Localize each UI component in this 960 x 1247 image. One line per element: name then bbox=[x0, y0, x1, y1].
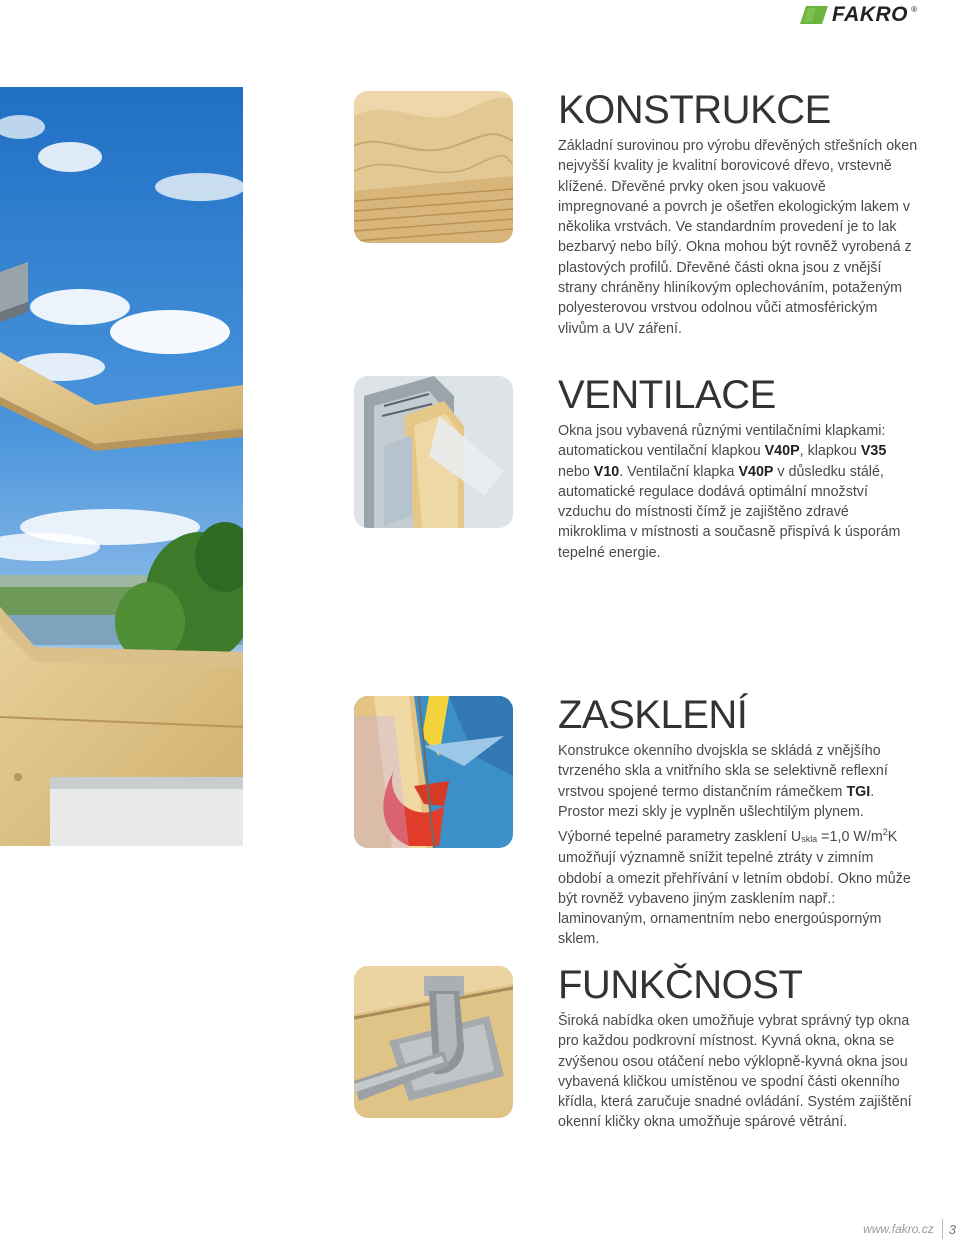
section-ventilace bbox=[558, 375, 918, 563]
section-paragraph: Široká nabídka oken umožňuje vybrat správný typ okna pro každou podkrovní místnost. Kyvná okna, okna se zvýšenou osou otáčení nebo výklopně-kyvná okna jsou vybavená kličkou umístěnou ve spodní části okenního křídla, která zaručuje snadné ovládání. Systém zajištění okenní kličky okna umožňuje spárové větrání. bbox=[558, 1013, 912, 1131]
page-number: 3 bbox=[948, 1221, 956, 1237]
section-paragraph: Základní surovinou pro výrobu dřevěných střešních oken nejvyšší kvality je kvalitní borovicové dřevo, vrstevně klížené. Dřevěné prvky oken jsou vakuově impregnované a povrch je ošetřen ekologickým lakem v několika vrstvách. Ve standardním provedení je to lak bezbarvý nebo bílý. Okna mohou být rovněž vyrobená z plastových profilů. Dřevěné části okna jsou z vnější strany chráněny hliníkovým oplechováním, potaženým polyesterovou vrstvou odolnou vůči atmosférickým vlivům a UV záření. bbox=[558, 138, 918, 337]
logo-text: FAKRO bbox=[832, 3, 908, 26]
product-code: TGI bbox=[846, 783, 871, 800]
laminated-wood-image bbox=[354, 91, 513, 243]
footer-divider bbox=[942, 1219, 943, 1239]
section-funkcnost bbox=[558, 965, 918, 1133]
superscript-text: 2 bbox=[882, 827, 888, 838]
registered-mark: ® bbox=[911, 5, 917, 14]
logo-mark-icon bbox=[800, 6, 828, 24]
section-title: FUNKČNOST bbox=[558, 963, 803, 1007]
hero-roof-window-photo bbox=[0, 87, 243, 846]
product-code: V40P bbox=[738, 463, 774, 480]
fakro-logo bbox=[800, 3, 917, 27]
section-title: ZASKLENÍ bbox=[558, 693, 748, 737]
product-code: V10 bbox=[593, 463, 620, 480]
section-zaskleni bbox=[558, 695, 918, 950]
subscript-text: skla bbox=[801, 833, 818, 844]
section-title: KONSTRUKCE bbox=[558, 88, 831, 132]
window-handle-image bbox=[354, 966, 513, 1118]
ventilation-flap-image bbox=[354, 376, 513, 528]
website-link[interactable]: www.fakro.cz bbox=[863, 1222, 934, 1236]
section-title: VENTILACE bbox=[558, 373, 776, 417]
section-paragraph: Konstrukce okenního dvojskla se skládá z vnějšího tvrzeného skla a vnitřního skla se selektivně reflexní vrstvou spojené termo distančním rámečkem TGI. Prostor mezi skly je vyplněn ušlechtilým plynem. Výborné tepelné parametry zasklení $U_{skla} =1,0$ $W/m^2K$ umožňují významně snížit tepelné ztráty v zimním období a omezit přehřívání v letním období. Okno může být rovněž vybaveno jiným zasklením např.: laminovaným, ornamentním nebo energoúsporným sklem. bbox=[558, 743, 911, 948]
section-konstrukce bbox=[558, 90, 918, 339]
section-paragraph: Okna jsou vybavená různými ventilačními klapkami: automatickou ventilační klapkou V40P, klapkou V35 nebo V10. Ventilační klapka V40P v důsledku stálé, automatické regulace dodává optimální množství vzduchu do místnosti čímž je zajištěno zdravé mikroklima v místnosti a současně přispívá k úsporám tepelné energie. bbox=[558, 423, 901, 561]
page-footer bbox=[863, 1219, 960, 1239]
glazing-cross-section-image bbox=[354, 696, 513, 848]
product-code: V35 bbox=[860, 443, 887, 460]
product-code: V40P bbox=[764, 443, 800, 460]
